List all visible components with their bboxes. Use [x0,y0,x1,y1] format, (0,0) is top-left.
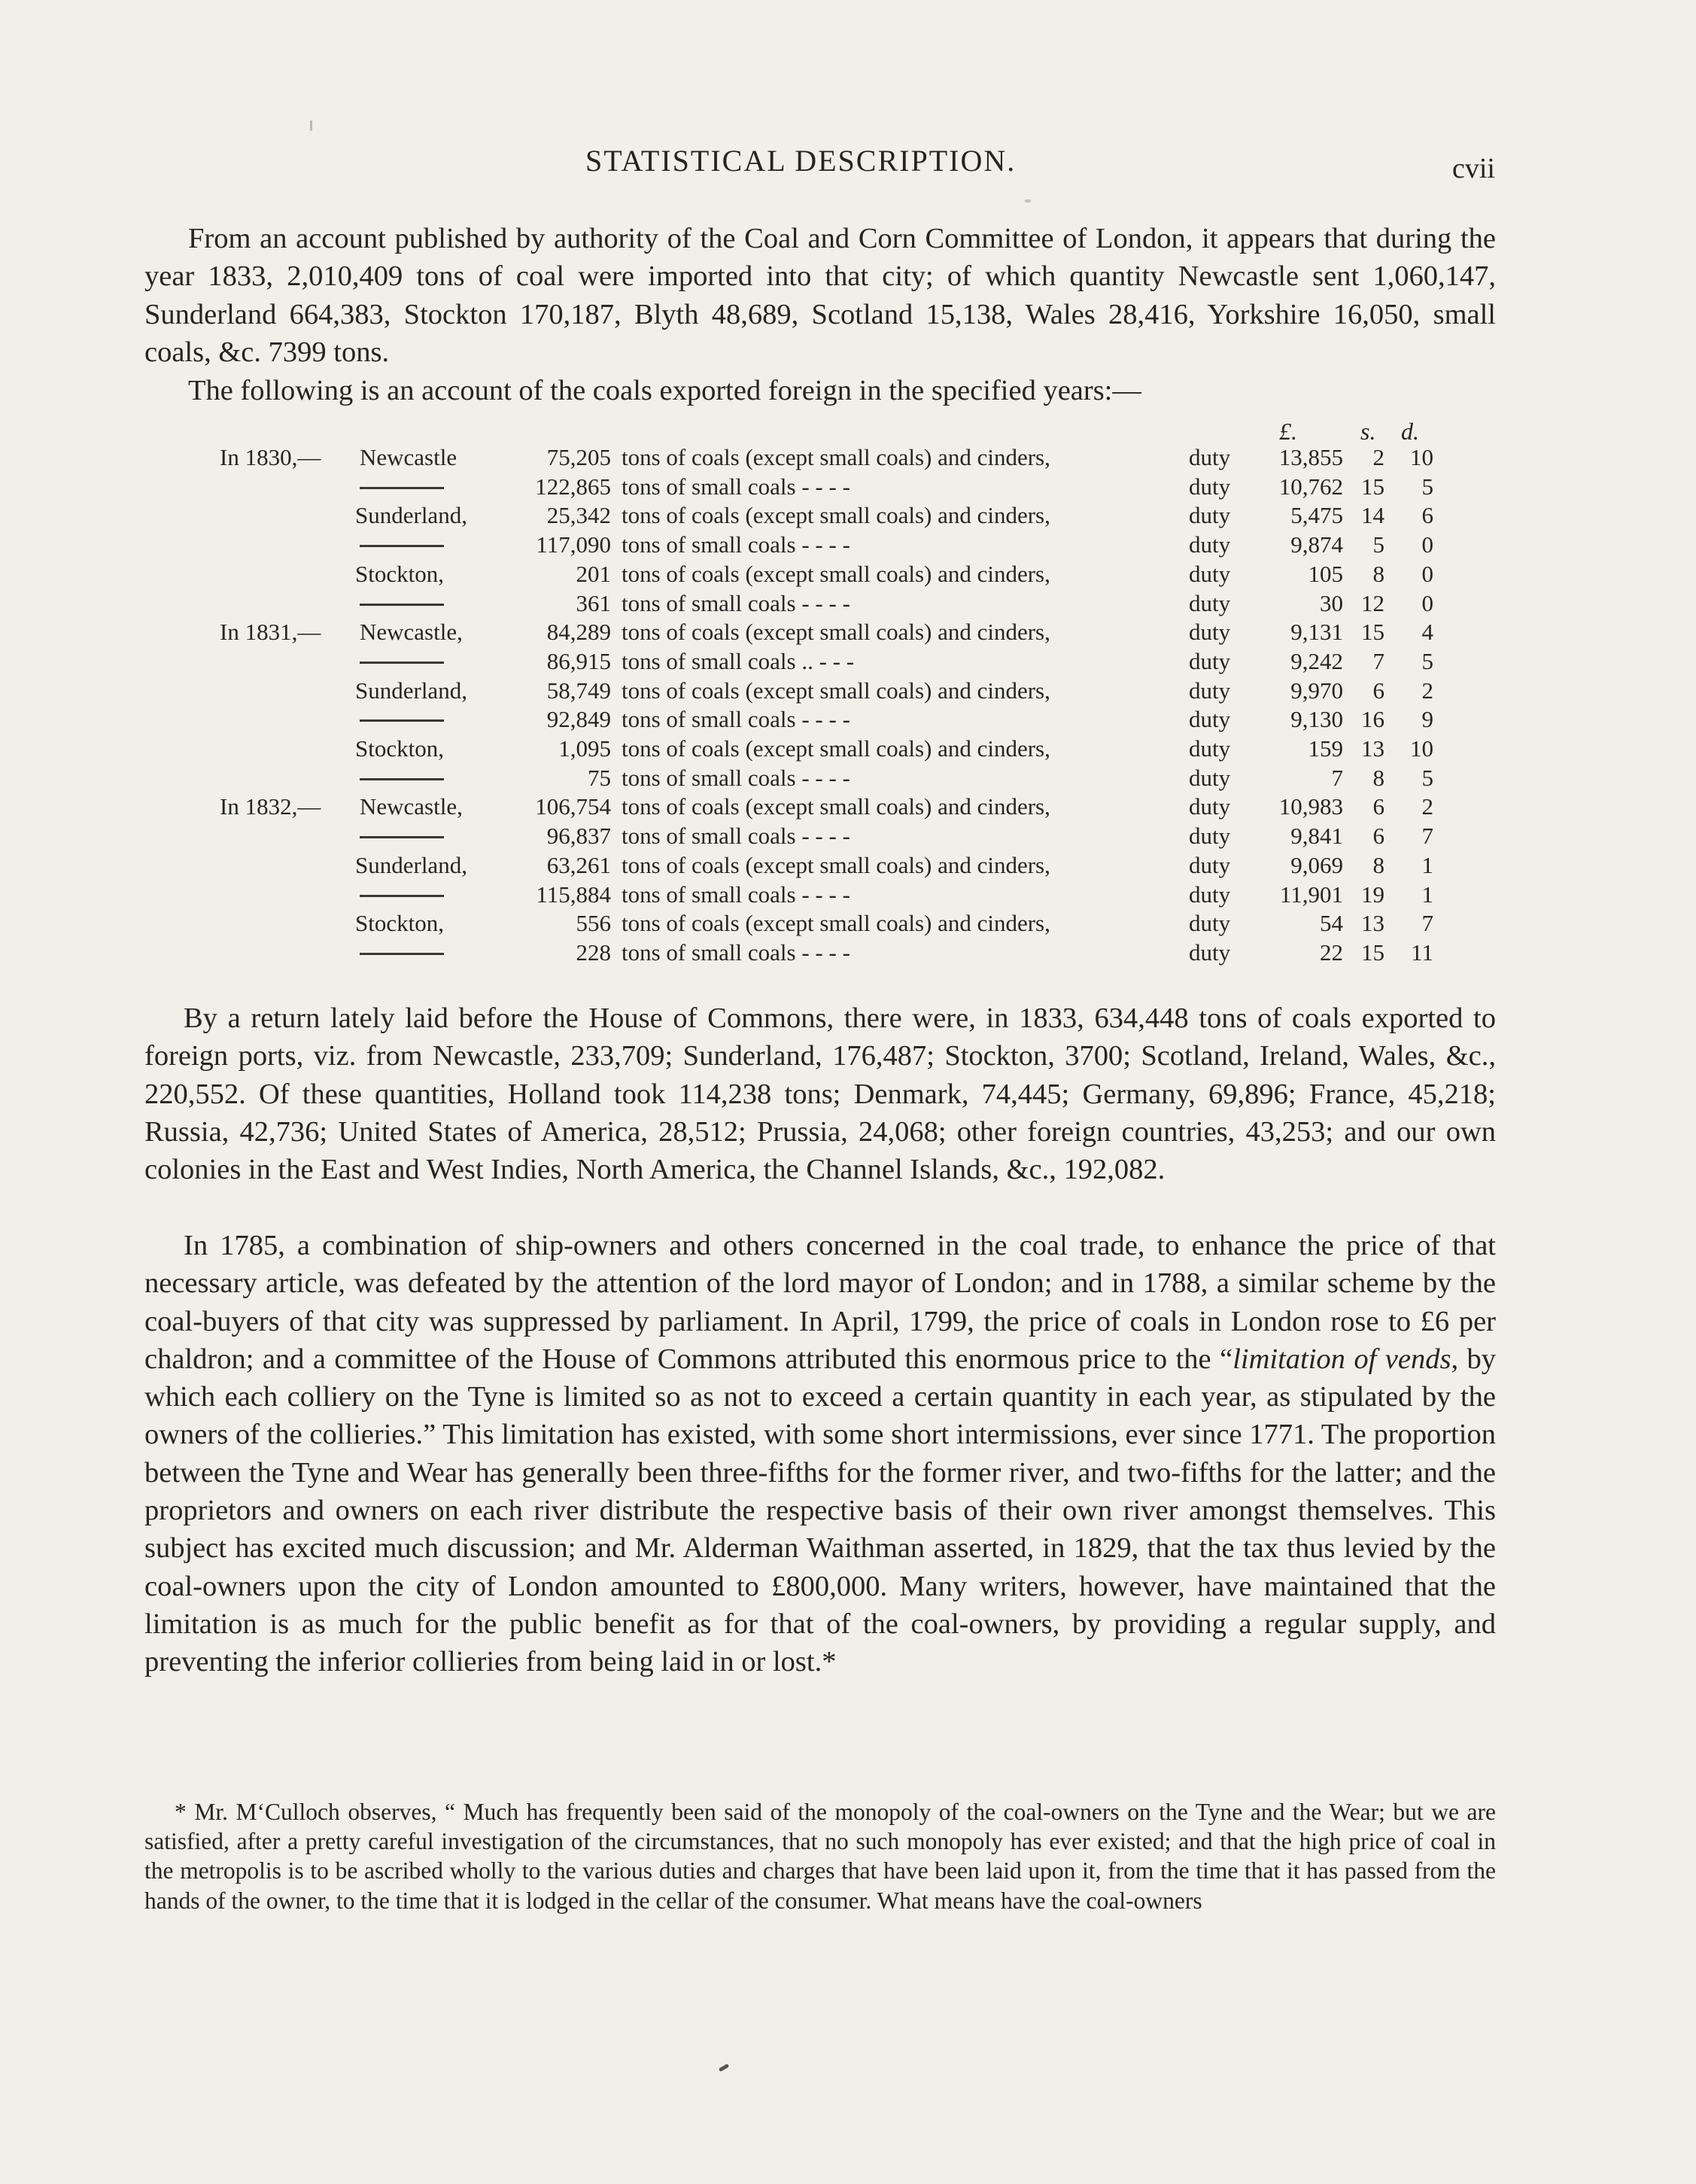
table-row [0,910,1696,938]
row-shillings: 8 [1372,764,1384,791]
row-shillings: 8 [1372,560,1384,587]
row-port: Stockton, [355,560,444,587]
row-pounds: 7 [1331,764,1343,791]
row-year: In 1830,— [220,444,321,470]
row-pence: 6 [1421,502,1433,529]
row-shillings: 5 [1372,531,1384,558]
row-port: Sunderland, [355,851,467,878]
ditto-rule [360,719,444,722]
row-port: Stockton, [355,910,444,937]
ditto-rule [360,953,444,955]
row-description: tons of coals (except small coals) and cinders, [622,560,1050,587]
row-duty-label: duty [1189,851,1231,878]
row-description: tons of small coals - - - - [622,881,850,908]
row-duty-label: duty [1189,735,1231,762]
row-quantity: 92,849 [546,706,611,733]
row-quantity: 122,865 [535,473,611,500]
row-shillings: 16 [1361,706,1384,733]
row-shillings: 13 [1361,735,1384,762]
table-row [0,677,1696,706]
ditto-rule [360,604,444,606]
row-duty-label: duty [1189,823,1231,850]
row-description: tons of small coals - - - - [622,823,850,850]
p4-text-after: , by which each colliery on the Tyne is limited so as not to exceed a certain quantity in each year, as stipulated by the owners of the collieries.” This limitation has existed, with some short intermissions, ever since 1771. The proportion between the Tyne and Wear has generally been three-fifths for the former river, and two-fifths for the latter; and the proprietors and owners on each river distribute the respective basis of their own river amongst themselves. This subject has excited much discussion; and Mr. Alderman Waithman asserted, in 1829, that the tax thus levied by the coal-owners upon the city of London amounted to £800,000. Many writers, however, have maintained that the limitation is as much for the public benefit as for that of the coal-owners, by providing a regular supply, and preventing the inferior collieries from being laid in or lost.* [144,1343,1497,1678]
row-shillings: 15 [1361,473,1384,500]
table-row [0,561,1696,589]
row-year: In 1831,— [220,619,321,646]
paper-speck [1025,199,1031,202]
row-pounds: 10,983 [1278,793,1343,820]
row-pounds: 10,762 [1278,473,1343,500]
row-pence: 9 [1421,706,1433,733]
row-port: Newcastle, [360,619,463,646]
paragraph-coal-imports: From an account published by authority of the Coal and Corn Committee of London, it appears that during the year 1833, 2,010,409 tons of coal were imported into that city; of which quantity Newcastle sent 1,060,147, Sunderland 664,383, Stockton 170,187, Blyth 48,689, Scotland 15,138, Wales 28,416, Yorkshire 16,050, small coals, &c. 7399 tons. [144,223,1496,368]
header-shillings: s. [1360,418,1376,445]
row-pence: 5 [1421,647,1433,674]
paragraph-exports-intro: The following is an account of the coals exported foreign in the specified years:— [188,375,1141,406]
row-pounds: 9,874 [1290,531,1343,558]
row-duty-label: duty [1189,881,1231,908]
table-row [0,852,1696,881]
row-shillings: 12 [1361,589,1384,616]
ditto-rule [360,836,444,838]
running-head: STATISTICAL DESCRIPTION. [585,144,1017,178]
header-pounds: £. [1279,418,1297,445]
row-duty-label: duty [1189,619,1231,646]
row-shillings: 6 [1372,823,1384,850]
row-pence: 4 [1421,619,1433,646]
row-description: tons of coals (except small coals) and cinders, [622,851,1050,878]
table-row [0,648,1696,677]
header-pence: d. [1401,418,1419,445]
row-quantity: 86,915 [546,647,611,674]
row-pence: 0 [1421,560,1433,587]
row-pounds: 9,131 [1290,619,1343,646]
row-shillings: 8 [1372,851,1384,878]
row-pounds: 9,242 [1290,647,1343,674]
row-quantity: 556 [576,910,611,937]
row-quantity: 96,837 [546,823,611,850]
row-description: tons of small coals - - - - [622,531,850,558]
row-shillings: 14 [1361,502,1384,529]
row-pence: 10 [1410,444,1433,470]
row-shillings: 15 [1361,619,1384,646]
table-row [0,531,1696,560]
row-pounds: 13,855 [1278,444,1343,470]
paper-speck [719,2064,730,2072]
row-duty-label: duty [1189,793,1231,820]
row-pounds: 30 [1320,589,1343,616]
row-quantity: 361 [576,589,611,616]
row-description: tons of small coals - - - - [622,764,850,791]
row-pounds: 159 [1308,735,1343,762]
row-duty-label: duty [1189,473,1231,500]
table-row [0,823,1696,851]
row-pence: 7 [1421,823,1433,850]
row-description: tons of coals (except small coals) and cinders, [622,677,1050,704]
row-pounds: 9,970 [1290,677,1343,704]
row-description: tons of coals (except small coals) and cinders, [622,444,1050,470]
row-pence: 5 [1421,764,1433,791]
row-pence: 10 [1410,735,1433,762]
row-port: Sunderland, [355,502,467,529]
table-row [0,881,1696,910]
row-quantity: 1,095 [558,735,611,762]
row-quantity: 75 [588,764,611,791]
row-duty-label: duty [1189,910,1231,937]
row-description: tons of small coals - - - - [622,589,850,616]
row-pence: 2 [1421,677,1433,704]
row-duty-label: duty [1189,677,1231,704]
ditto-rule [360,662,444,664]
row-shillings: 15 [1361,938,1384,966]
row-duty-label: duty [1189,502,1231,529]
row-description: tons of coals (except small coals) and cinders, [622,910,1050,937]
row-pence: 0 [1421,589,1433,616]
table-row [0,590,1696,619]
paper-speck [310,120,312,131]
ditto-rule [360,778,444,780]
row-pence: 11 [1411,938,1433,966]
row-duty-label: duty [1189,589,1231,616]
table-row [0,939,1696,968]
p4-text-before: In 1785, a combination of ship-owners and others concerned in the coal trade, to enhance the price of that necessary article, was defeated by the attention of the lord mayor of London; and in 1788, a similar scheme by the coal-buyers of that city was suppressed by parliament. In April, 1799, the price of coals in London rose to £6 per chaldron; and a committee of the House of Commons attributed this enormous price to the “ [144,1230,1496,1375]
row-pounds: 54 [1320,910,1343,937]
row-port: Sunderland, [355,677,467,704]
row-quantity: 25,342 [546,502,611,529]
ditto-rule [360,545,444,547]
row-pence: 7 [1421,910,1433,937]
table-row [0,706,1696,735]
ditto-rule [360,487,444,489]
table-row [0,473,1696,502]
row-shillings: 7 [1372,647,1384,674]
row-quantity: 75,205 [546,444,611,470]
row-quantity: 63,261 [546,851,611,878]
row-shillings: 13 [1361,910,1384,937]
row-duty-label: duty [1189,444,1231,470]
table-row [0,444,1696,473]
paragraph-combination-history [144,1227,1496,1681]
row-description: tons of coals (except small coals) and cinders, [622,793,1050,820]
table-row [0,502,1696,531]
row-shillings: 6 [1372,793,1384,820]
row-quantity: 228 [576,938,611,966]
table-row [0,793,1696,822]
row-pounds: 5,475 [1290,502,1343,529]
row-pence: 0 [1421,531,1433,558]
row-quantity: 84,289 [546,619,611,646]
row-pounds: 9,130 [1290,706,1343,733]
row-pounds: 9,841 [1290,823,1343,850]
row-duty-label: duty [1189,938,1231,966]
row-description: tons of small coals - - - - [622,706,850,733]
row-shillings: 19 [1361,881,1384,908]
row-port: Newcastle [360,444,457,470]
row-shillings: 6 [1372,677,1384,704]
row-description: tons of coals (except small coals) and cinders, [622,619,1050,646]
paragraph-commons-return: By a return lately laid before the House of Commons, there were, in 1833, 634,448 tons of coals exported to foreign ports, viz. from Newcastle, 233,709; Sunderland, 176,487; Stockton, 3700; Scotland, Ireland, Wales, &c., 220,552. Of these quantities, Holland took 114,238 tons; Denmark, 74,445; Germany, 69,896; France, 45,218; Russia, 42,736; United States of America, 28,512; Prussia, 24,068; other foreign countries, 43,253; and our own colonies in the East and West Indies, North America, the Channel Islands, &c., 192,082. [144,1002,1496,1186]
row-port: Stockton, [355,735,444,762]
row-quantity: 58,749 [546,677,611,704]
row-duty-label: duty [1189,706,1231,733]
footnote-text: * Mr. M‘Culloch observes, “ Much has frequently been said of the monopoly of the coal-owners on the Tyne and the Wear; but we are satisfied, after a pretty careful investigation of the circumstances, that no such monopoly has ever existed; and that the high price of coal in the metropolis is to be ascribed wholly to the various duties and charges that have been laid upon it, from the time that it has passed from the hands of the owner, to the time that it is lodged in the cellar of the consumer. What means have the coal-owners [144,1799,1496,1914]
row-quantity: 115,884 [536,881,611,908]
row-duty-label: duty [1189,647,1231,674]
row-description: tons of small coals - - - - [622,473,850,500]
row-quantity: 117,090 [536,531,611,558]
p4-italic-term: limitation of vends [1232,1343,1451,1375]
row-port: Newcastle, [360,793,463,820]
page-number: cvii [1452,153,1495,184]
row-pounds: 105 [1308,560,1343,587]
row-pence: 5 [1421,473,1433,500]
row-quantity: 201 [576,560,611,587]
row-pounds: 11,901 [1279,881,1343,908]
row-duty-label: duty [1189,531,1231,558]
row-shillings: 2 [1372,444,1384,470]
row-year: In 1832,— [220,793,321,820]
ditto-rule [360,895,444,897]
footnote [144,1797,1496,1915]
table-row [0,735,1696,764]
row-description: tons of small coals - - - - [622,938,850,966]
table-row [0,619,1696,647]
row-description: tons of small coals .. - - - [622,647,855,674]
row-duty-label: duty [1189,764,1231,791]
row-pounds: 22 [1320,938,1343,966]
row-quantity: 106,754 [535,793,611,820]
row-description: tons of coals (except small coals) and cinders, [622,502,1050,529]
row-pence: 1 [1421,851,1433,878]
table-row [0,765,1696,793]
row-description: tons of coals (except small coals) and cinders, [622,735,1050,762]
row-pence: 1 [1421,881,1433,908]
row-duty-label: duty [1189,560,1231,587]
row-pence: 2 [1421,793,1433,820]
row-pounds: 9,069 [1290,851,1343,878]
